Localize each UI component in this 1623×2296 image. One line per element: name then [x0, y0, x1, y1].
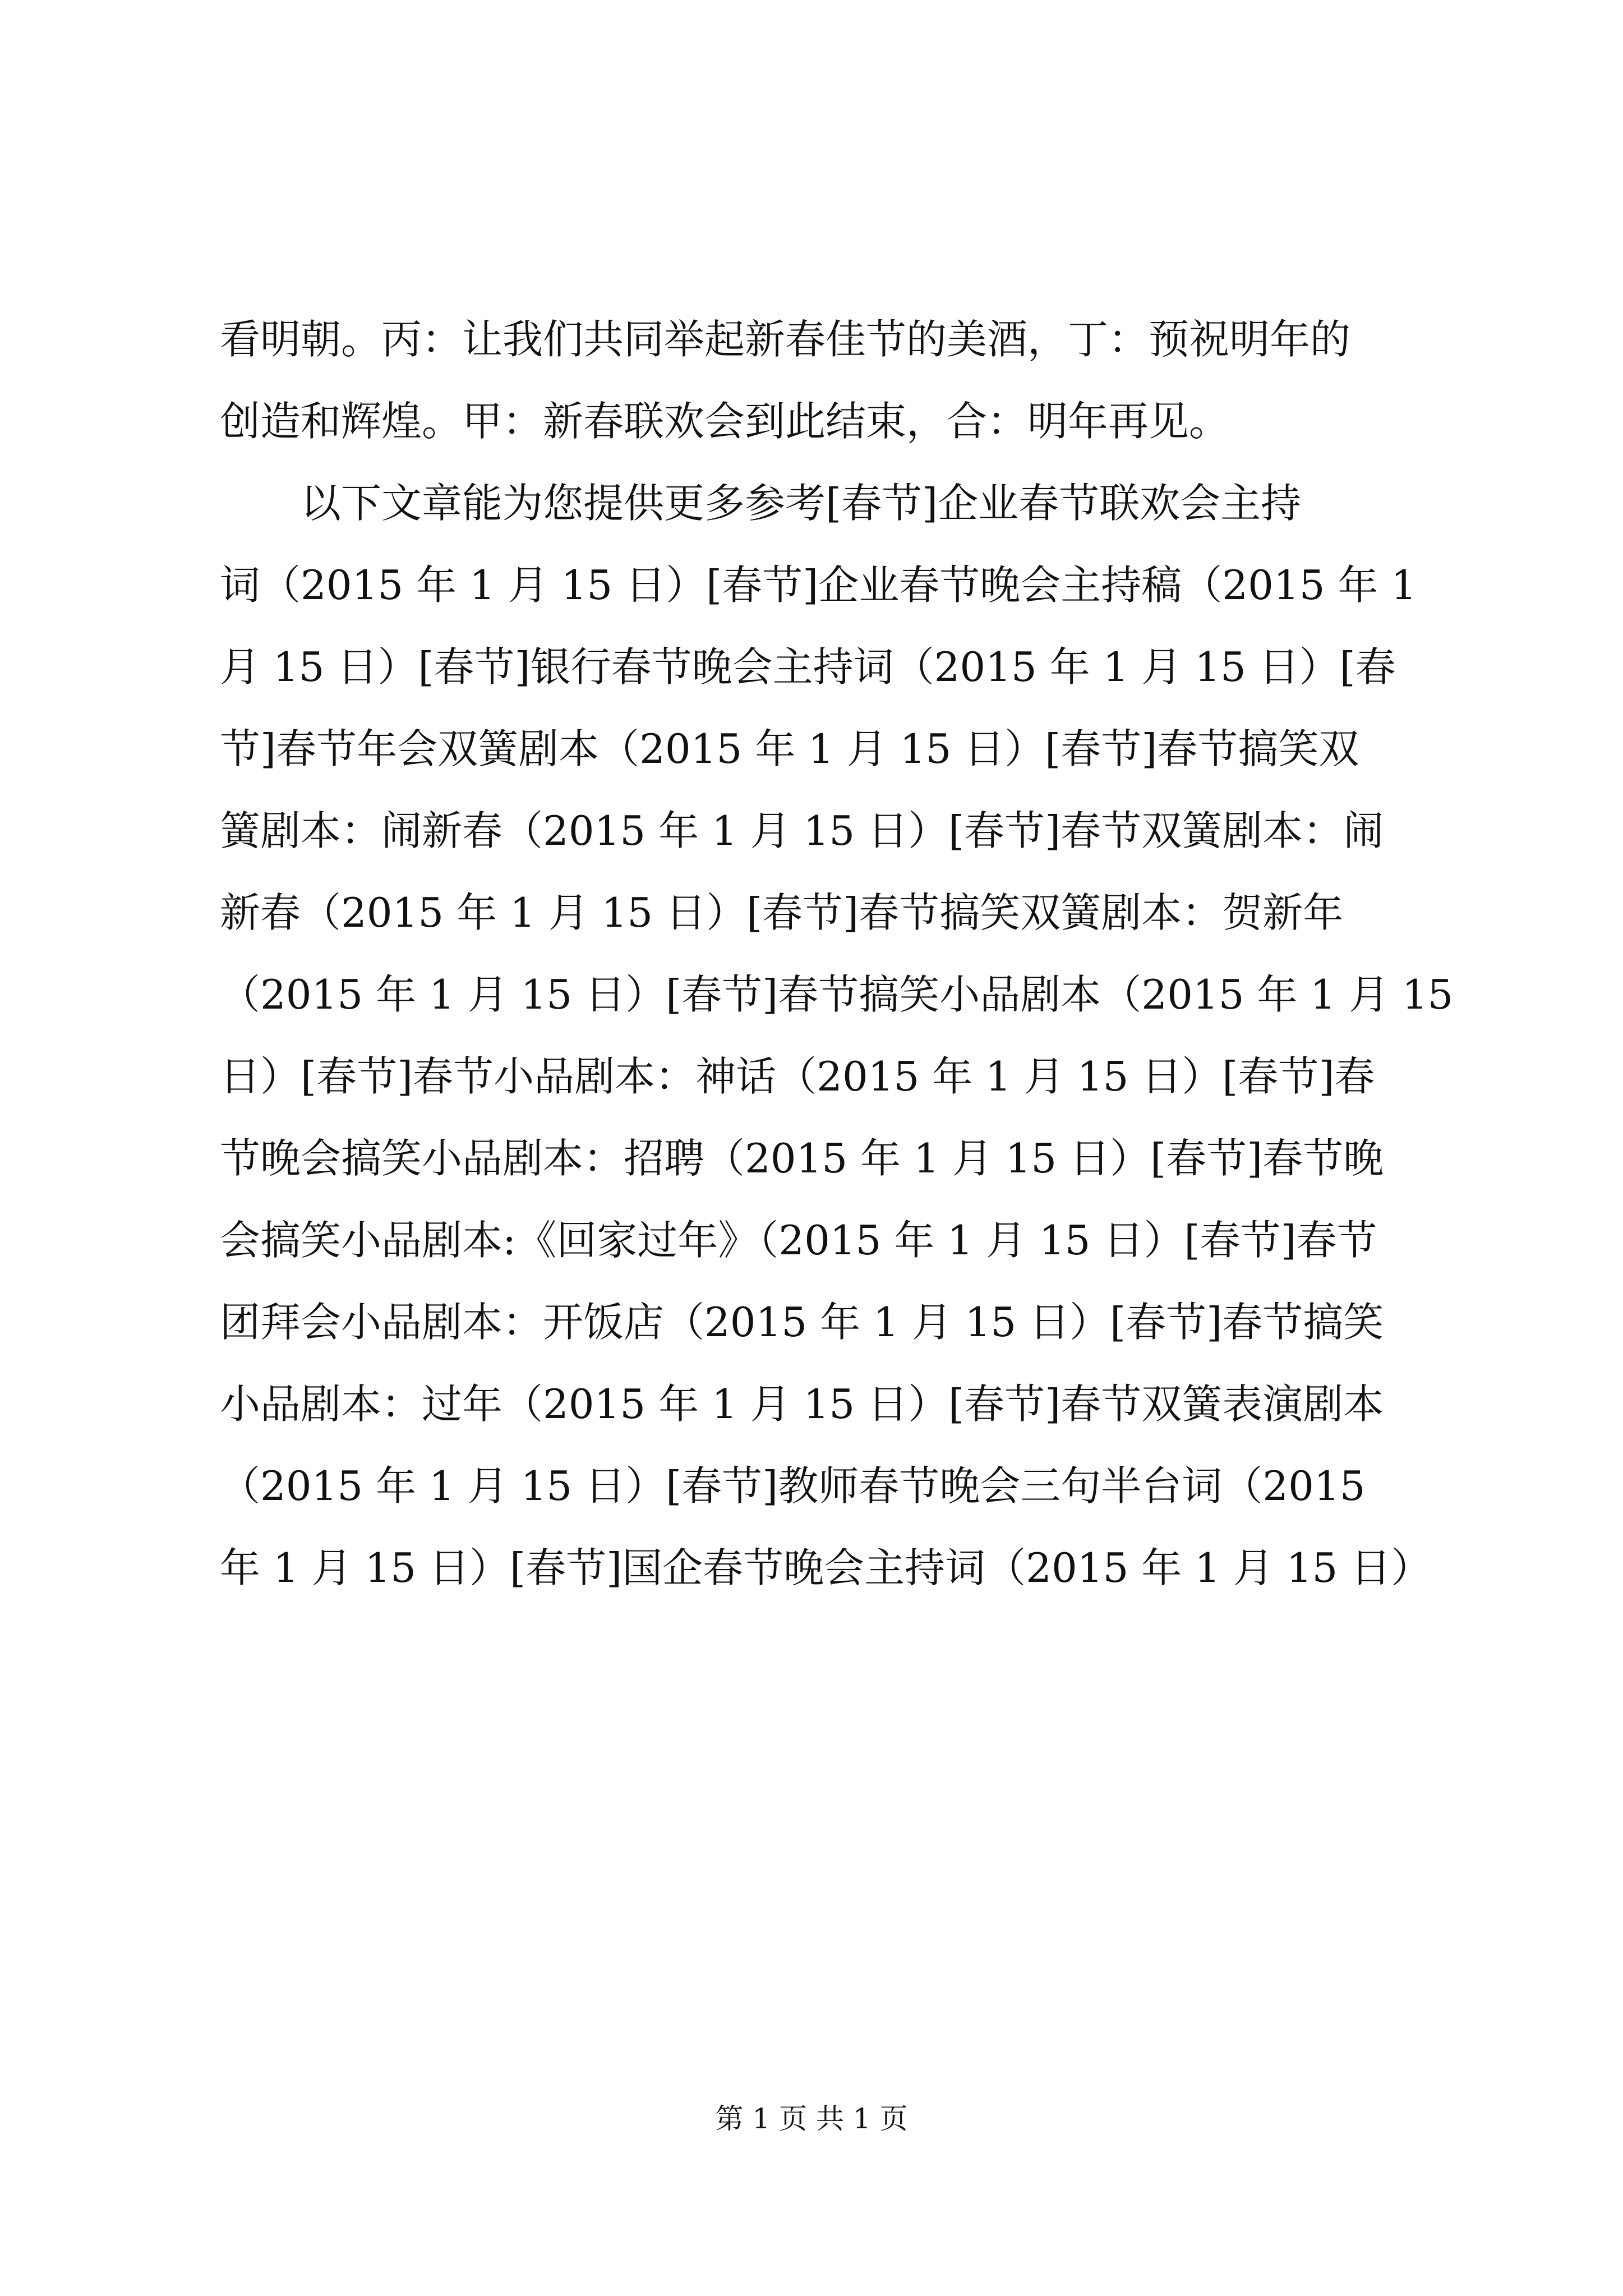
- text-line: （2015 年 1 月 15 日）[春节]春节搞笑小品剧本（2015 年 1 月 15: [220, 971, 1454, 1018]
- text-line: （2015 年 1 月 15 日）[春节]教师春节晚会三句半台词（2015: [220, 1462, 1366, 1510]
- paragraph-start-line: 以下文章能为您提供更多参考[春节]企业春节联欢会主持: [220, 480, 1302, 527]
- text-line: 词（2015 年 1 月 15 日）[春节]企业春节晚会主持稿（2015 年 1: [220, 562, 1417, 609]
- text-line: 会搞笑小品剧本:《回家过年》（2015 年 1 月 15 日）[春节]春节: [220, 1217, 1377, 1264]
- text-line: 簧剧本：闹新春（2015 年 1 月 15 日）[春节]春节双簧剧本：闹: [220, 807, 1384, 854]
- text-line: 节]春节年会双簧剧本（2015 年 1 月 15 日）[春节]春节搞笑双: [220, 725, 1359, 772]
- text-line: 年 1 月 15 日）[春节]国企春节晚会主持词（2015 年 1 月 15 日）: [220, 1544, 1432, 1591]
- page-footer: 第 1 页 共 1 页: [715, 2102, 908, 2135]
- text-line: 新春（2015 年 1 月 15 日）[春节]春节搞笑双簧剧本：贺新年: [220, 889, 1344, 936]
- text-line: 节晚会搞笑小品剧本：招聘（2015 年 1 月 15 日）[春节]春节晚: [220, 1135, 1384, 1182]
- text-line: 月 15 日）[春节]银行春节晚会主持词（2015 年 1 月 15 日）[春: [220, 643, 1396, 691]
- text-line: 团拜会小品剧本：开饭店（2015 年 1 月 15 日）[春节]春节搞笑: [220, 1299, 1384, 1346]
- text-line: 小品剧本：过年（2015 年 1 月 15 日）[春节]春节双簧表演剧本: [220, 1381, 1384, 1428]
- text-line: 看明朝。丙：让我们共同举起新春佳节的美酒，丁：预祝明年的: [220, 316, 1351, 363]
- document-body: [220, 298, 1454, 1609]
- text-line: 日）[春节]春节小品剧本：神话（2015 年 1 月 15 日）[春节]春: [220, 1053, 1375, 1100]
- text-line: 创造和辉煌。甲：新春联欢会到此结束，合：明年再见。: [220, 398, 1230, 445]
